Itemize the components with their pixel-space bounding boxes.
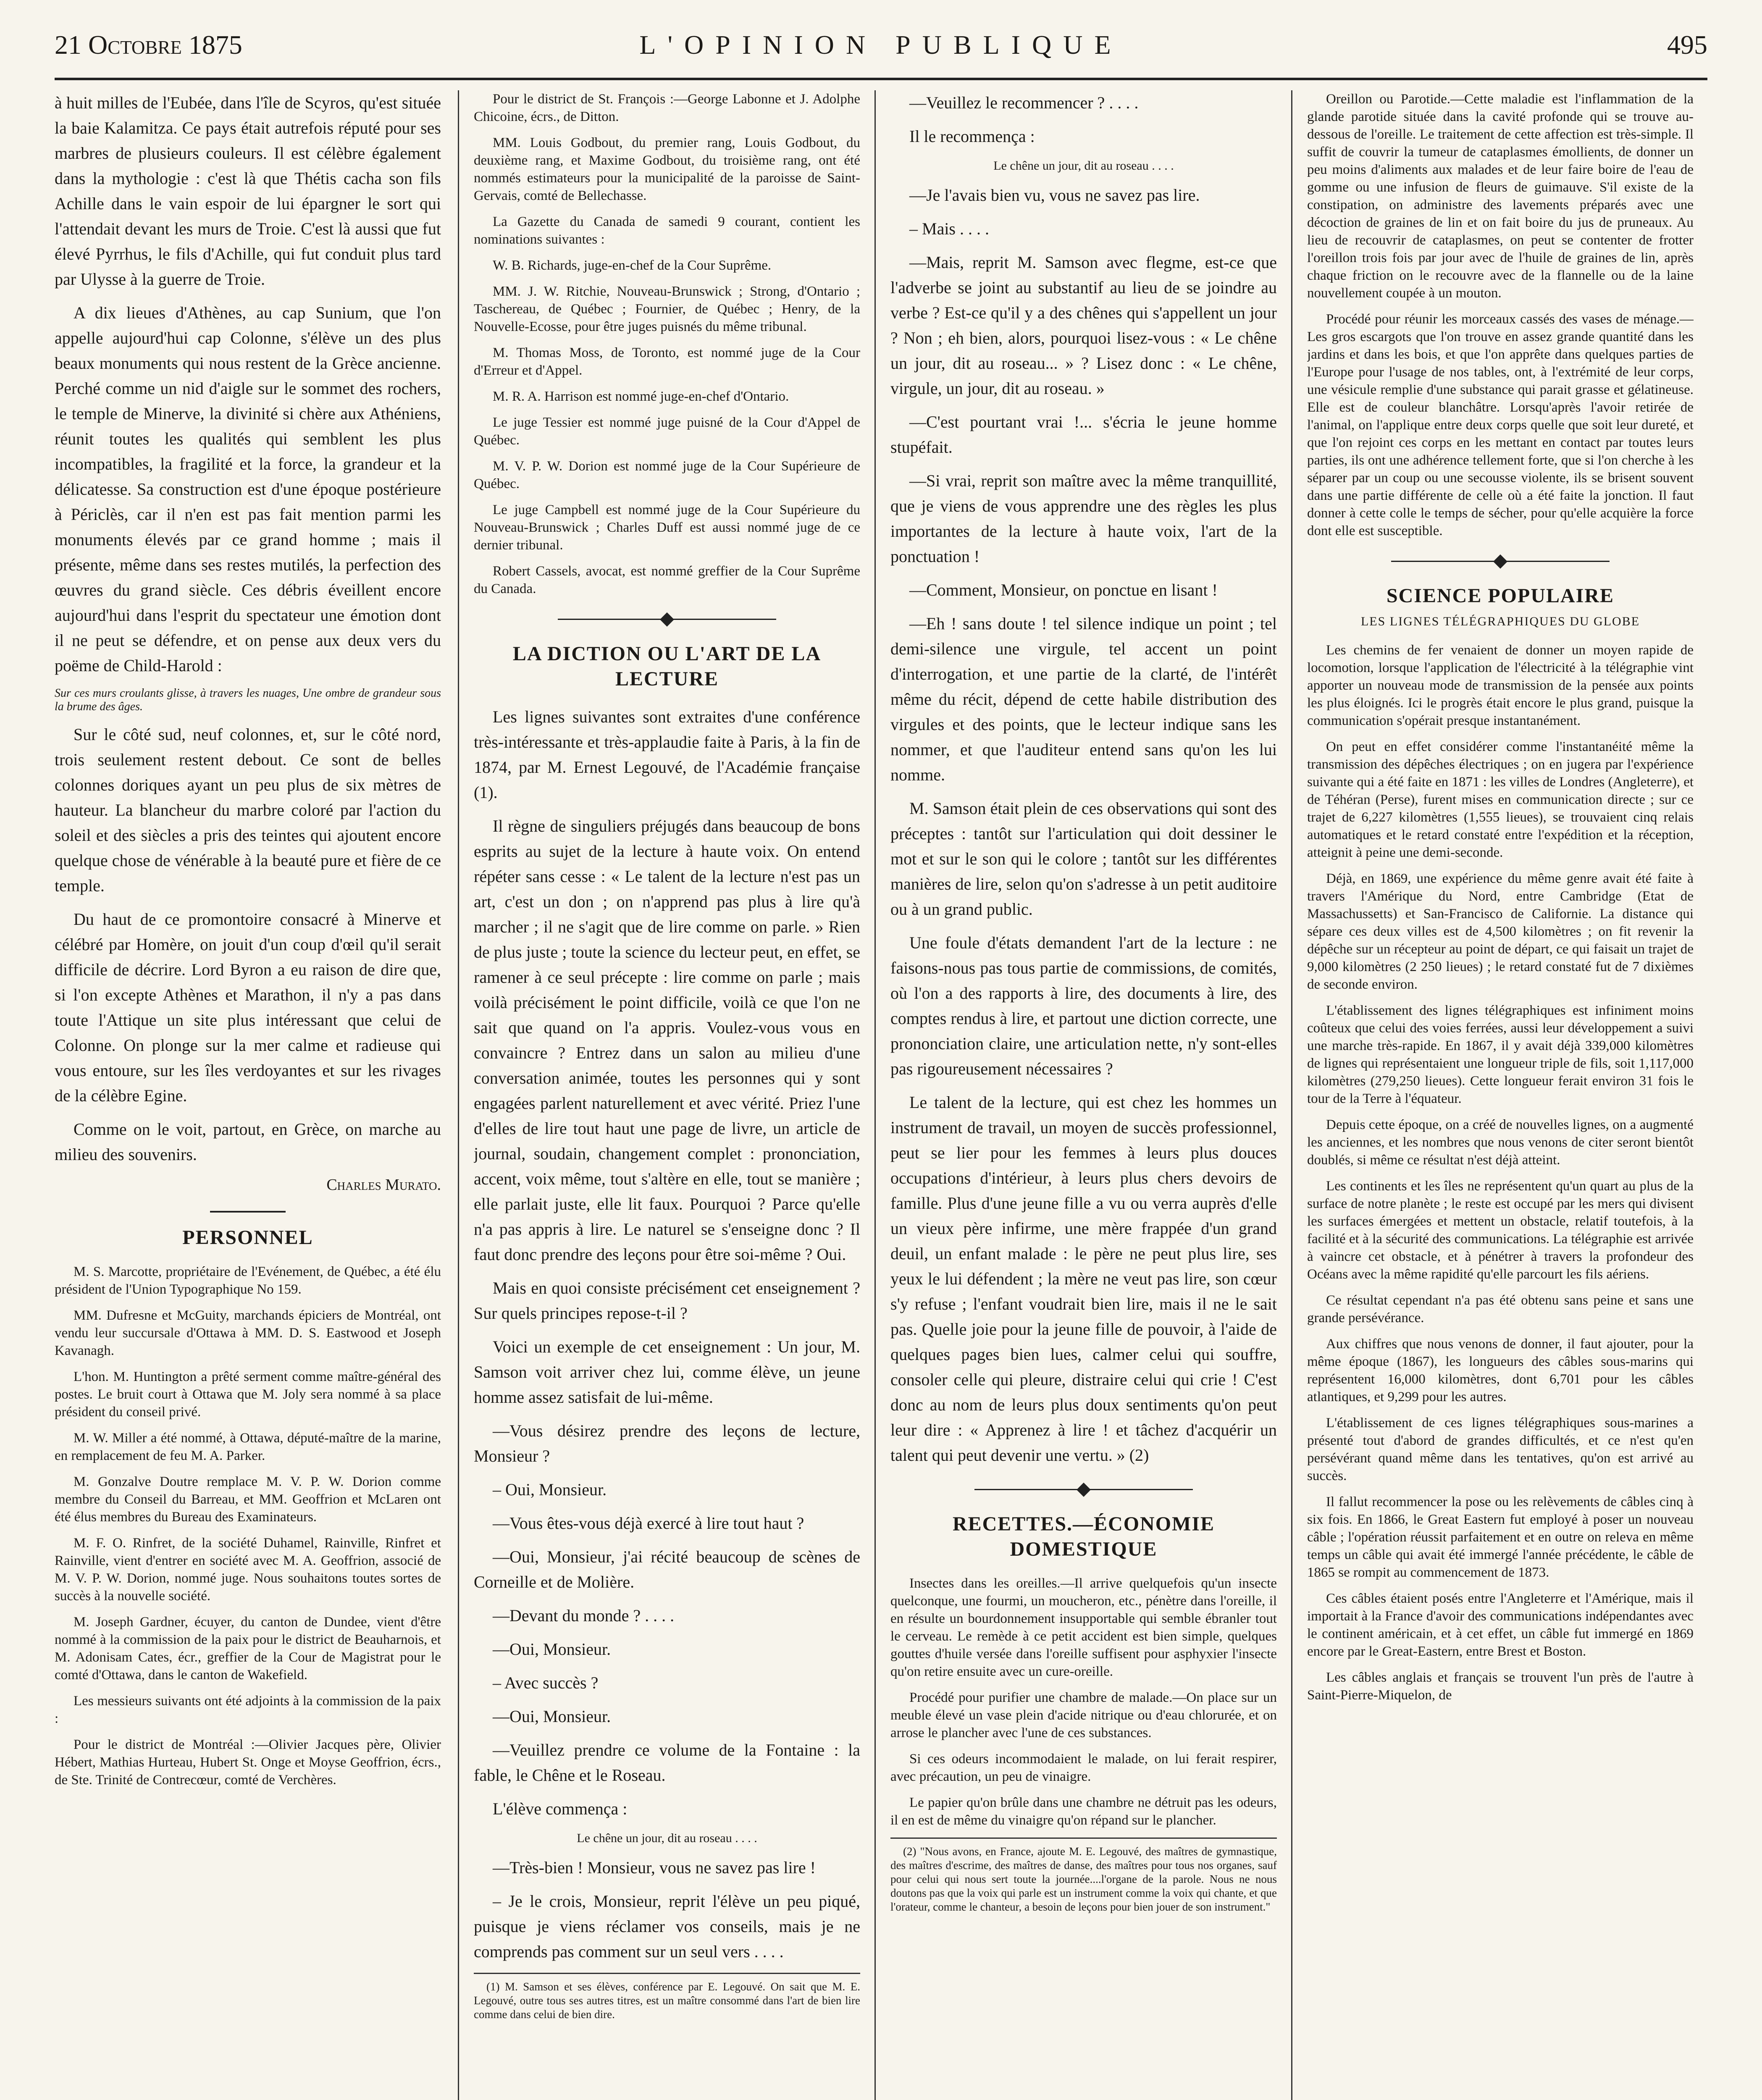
paragraph: Une foule d'états demandent l'art de la lecture : ne faisons-nous pas tous partie de commissions, de comités, où l'on a des rapports à lire, des documents à lire, des comptes rendus à lire, et partout une diction correcte, une prononciation claire, une articulation nette, n'y sont-elles pas rigoureusement nécessaires ?: [890, 933, 1277, 1078]
dialogue-line: —Vous êtes-vous déjà exercé à lire tout haut ?: [493, 1514, 804, 1533]
section-ornament: [974, 1485, 1193, 1495]
ornament-diamond-icon: [1077, 1483, 1091, 1497]
paragraph: La Gazette du Canada de samedi 9 courant, contient les nominations suivantes :: [474, 214, 860, 247]
dialogue-line: —Devant du monde ? . . . .: [493, 1606, 675, 1625]
page-header: [55, 26, 1707, 64]
paragraph: M. V. P. W. Dorion est nommé juge de la Cour Supérieure de Québec.: [474, 459, 860, 491]
paragraph: M. Samson était plein de ces observations qui sont des préceptes : tantôt sur l'articulation qui doit dessiner le mot et sur le son qui le colore ; tantôt sur les différentes manières de lire, selon qu'on s'adresse à un petit auditoire ou à un grand public.: [890, 799, 1277, 919]
dialogue-line: – Avec succès ?: [493, 1673, 599, 1692]
author-signature: Charles Murato.: [326, 1176, 441, 1194]
fable-quote: Le chêne un jour, dit au roseau . . . .: [577, 1831, 757, 1845]
dialogue-line: —Je l'avais bien vu, vous ne savez pas lire.: [909, 186, 1200, 205]
section-subtitle: LES LIGNES TÉLÉGRAPHIQUES DU GLOBE: [1360, 614, 1640, 628]
paragraph: Les continents et les îles ne représentent qu'un quart au plus de la surface de notre planète ; le reste est occupé par les mers qui divisent les surfaces émergées et mettent un obstacle, relatif toutefois, à la facilité et à la sécurité des communications. La télégraphie est arrivée à vaincre cet obstacle, et à pénétrer à travers la profondeur des Océans avec la même rapidité qu'elle parcourt les fils aériens.: [1307, 1179, 1694, 1282]
paragraph: à huit milles de l'Eubée, dans l'île de Scyros, qu'est située la baie Kalamitza. Ce pays était autrefois réputé pour ses marbres de plusieurs couleurs. Il est célèbre également dans la mythologie : c'est là que Thétis cacha son fils Achille dans le vain espoir de lui épargner le sort qui l'attendait devant les murs de Troie. C'est là aussi que fut élevé Pyrrhus, le fils d'Achille, qui fut conduit plus tard par Ulysse à la guerre de Troie.: [55, 93, 441, 289]
paragraph: Robert Cassels, avocat, est nommé greffier de la Cour Suprême du Canada.: [474, 564, 860, 596]
dialogue-line: —Veuillez prendre ce volume de la Fontaine : la fable, le Chêne et le Roseau.: [474, 1740, 860, 1785]
paragraph: Mais en quoi consiste précisément cet enseignement ? Sur quels principes repose-t-il ?: [474, 1278, 860, 1323]
dialogue-line: – Oui, Monsieur.: [493, 1480, 607, 1499]
diction-article: [474, 704, 860, 1822]
paragraph: Procédé pour purifier une chambre de malade.—On place sur un meuble élevé un vase plein d'acide nitrique ou d'eau chlorurée, et on arrose le plancher avec l'une de ces substances.: [890, 1690, 1277, 1740]
section-title: PERSONNEL: [182, 1226, 313, 1249]
verse-quote: Sur ces murs croulants glisse, à travers les nuages, Une ombre de grandeur sous la brume des âges.: [55, 687, 441, 713]
paragraph: Il le recommença :: [909, 127, 1035, 146]
footnote: (1) M. Samson et ses élèves, conférence par E. Legouvé. On sait que M. E. Legouvé, outre tous ses autres titres, est un maître consommé dans l'art de bien lire comme dans celui de bien dire.: [474, 1980, 860, 2021]
section-ornament: [558, 614, 776, 625]
personnel-article-continued: [474, 90, 860, 598]
footnote: (2) "Nous avons, en France, ajoute M. E. Legouvé, des maîtres de gymnastique, des maîtres d'escrime, des maîtres de danse, des maîtres pour tous nos organes, sauf pour celui qui nous sert toute la journée....l'organe de la parole. Nous ne nous doutons pas que la voix qui parle est un instrument comme la voix qui chante, et que l'orateur, comme le chanteur, a besoin de leçons pour bien jouer de son instrument.": [890, 1845, 1277, 1913]
paragraph: MM. Louis Godbout, du premier rang, Louis Godbout, du deuxième rang, et Maxime Godbout, du troisième rang, ont été nommés estimateurs pour la municipalité de la paroisse de Saint-Gervais, comté de Bellechasse.: [474, 135, 860, 203]
column-rule: [1291, 90, 1292, 2100]
dialogue-line: —Vous désirez prendre des leçons de lecture, Monsieur ?: [474, 1421, 860, 1465]
paragraph: Il fallut recommencer la pose ou les relèvements de câbles cinq à six fois. En 1866, le Great Eastern fut employé à poser un nouveau câble ; l'opération réussit parfaitement et en outre on releva en même temps un câble qui avait été immergé l'année précédente, le câble de 1865 se rompit au commencement de 1873.: [1307, 1494, 1694, 1580]
recettes-article-continued: [1307, 90, 1694, 540]
paragraph: Le papier qu'on brûle dans une chambre ne détruit pas les odeurs, il en est de même du vinaigre qu'on répand sur le plancher.: [890, 1795, 1277, 1828]
newspaper-title: L'OPINION PUBLIQUE: [639, 30, 1123, 60]
paragraph: M. R. A. Harrison est nommé juge-en-chef d'Ontario.: [493, 389, 789, 404]
recettes-article: [890, 1575, 1277, 1829]
divider: [210, 1211, 286, 1213]
diction-article-continued: [890, 90, 1277, 149]
science-article: [1307, 641, 1694, 1704]
paragraph: Pour le district de Montréal :—Olivier Jacques père, Olivier Hébert, Mathias Hurteau, Hubert St. Onge et Moyse Geoffrion, écrs., de Ste. Trinité de Contrecœur, comté de Verchères.: [55, 1737, 441, 1788]
paragraph: W. B. Richards, juge-en-chef de la Cour Suprême.: [493, 258, 772, 273]
paragraph: Pour le district de St. François :—George Labonne et J. Adolphe Chicoine, écrs., de Ditton.: [474, 92, 860, 124]
paragraph: M. Thomas Moss, de Toronto, est nommé juge de la Cour d'Erreur et d'Appel.: [474, 345, 860, 378]
section-title: RECETTES.—ÉCONOMIE DOMESTIQUE: [952, 1513, 1215, 1560]
paragraph: Depuis cette époque, on a créé de nouvelles lignes, on a augmenté les anciennes, et les nombres que nous venons de citer seront bientôt doublés, si même ce résultat n'est déjà atteint.: [1307, 1117, 1694, 1168]
dialogue-line: – Mais . . . .: [909, 219, 989, 238]
greece-article: [55, 90, 441, 678]
dialogue-line: —Comment, Monsieur, on ponctue en lisant !: [909, 580, 1218, 599]
paragraph: Il règne de singuliers préjugés dans beaucoup de bons esprits au sujet de la lecture à haute voix. On entend répéter sans cesse : « Le talent de la lecture n'est pas un art, c'est un don ; on n'apprend pas plus à lire qu'à marcher ; il ne s'agit que de lire comme on parle. » Rien de plus juste ; toute la science du lecteur peut, en effet, se ramener à ce seul précepte : lire comme on parle ; mais voilà précisément le point difficile, voilà ce que l'on ne sait que quand on l'a appris. Voulez-vous vous en convaincre ? Entrez dans un salon au milieu d'une conversation animée, toutes les personnes qui y sont engagées parlent naturellement et avec vérité. Priez l'une d'elles de lire tout haut une page de livre, un article de journal, soudain, changement complet : prononciation, accent, voix même, tout s'altère en elle, tout se manière ; elle parlait juste, elle lit faux. Pourquoi ? Parce qu'elle n'a pas appris à lire. Le naturel se s'enseigne donc ? Il faut donc prendre des leçons pour être soi-même ? Oui.: [474, 816, 860, 1264]
dialogue-line: —Très-bien ! Monsieur, vous ne savez pas lire !: [493, 1858, 816, 1877]
section-ornament: [1391, 556, 1610, 567]
paragraph: M. S. Marcotte, propriétaire de l'Evénement, de Québec, a été élu président de l'Union Typographique No 159.: [55, 1264, 441, 1297]
paragraph: Ces câbles étaient posés entre l'Angleterre et l'Amérique, mais il importait à la France d'avoir des communications indépendantes avec le continent américain, et à cet effet, un câble fut immergé en 1869 encore par le Great-Eastern, entre Brest et Boston.: [1307, 1591, 1694, 1659]
paragraph: M. W. Miller a été nommé, à Ottawa, député-maître de la marine, en remplacement de feu M. A. Parker.: [55, 1431, 441, 1463]
paragraph: L'établissement de ces lignes télégraphiques sous-marines a présenté tout d'abord de grandes difficultés, et ce n'est qu'en persévérant quand même dans les tentatives, qu'on est arrivé au succès.: [1307, 1415, 1694, 1483]
paragraph: L'hon. M. Huntington a prêté serment comme maître-général des postes. Le bruit court à Ottawa que M. Joly sera nommé à sa place président du conseil privé.: [55, 1369, 441, 1420]
dialogue-line: —Oui, Monsieur.: [493, 1640, 611, 1659]
paragraph: Les lignes suivantes sont extraites d'une conférence très-intéressante et très-applaudie faite à Paris, à la fin de 1874, par M. Ernest Legouvé, de l'Académie française (1).: [474, 707, 860, 802]
dialogue-line: L'élève commença :: [493, 1799, 628, 1818]
paragraph: Si ces odeurs incommodaient le malade, on lui ferait respirer, avec précaution, un peu de vinaigre.: [890, 1751, 1277, 1784]
recettes-section-heading: [890, 1512, 1277, 1562]
paragraph: Déjà, en 1869, une expérience du même genre avait été faite à travers l'Amérique du Nord, entre Cambridge (Etat de Massachussetts) et San-Francisco de Californie. La distance qui sépare ces deux villes est de 4,500 kilomètres ; on fit revenir la dépêche sur un récepteur au point de départ, ce qui faisait un trajet de 9,000 kilomètres (2 250 lieues) ; le retard constaté fut de 7 dixièmes de seconde environ.: [1307, 871, 1694, 992]
paragraph: M. Gonzalve Doutre remplace M. V. P. W. Dorion comme membre du Conseil du Barreau, et MM. Geoffrion et McLaren ont été élus membres du Bureau des Examinateurs.: [55, 1474, 441, 1525]
column-rule: [874, 90, 876, 2100]
paragraph: Comme on le voit, partout, en Grèce, on marche au milieu des souvenirs.: [55, 1120, 441, 1164]
paragraph: Le juge Campbell est nommé juge de la Cour Supérieure du Nouveau-Brunswick ; Charles Duff est aussi nommé juge de ce dernier tribunal.: [474, 502, 860, 553]
dialogue-line: —Veuillez le recommencer ? . . . .: [909, 93, 1139, 112]
column-rule: [458, 90, 459, 2100]
issue-date: 21 Octobre 1875: [55, 30, 242, 60]
diction-section-heading: [474, 641, 860, 692]
column-4: [1307, 90, 1694, 2100]
dialogue-line: —Oui, Monsieur.: [493, 1707, 611, 1726]
paragraph: Le juge Tessier est nommé juge puisné de la Cour d'Appel de Québec.: [474, 415, 860, 448]
ornament-diamond-icon: [1493, 554, 1507, 569]
paragraph: Insectes dans les oreilles.—Il arrive quelquefois qu'un insecte quelconque, une fourmi, un moucheron, etc., pénètre dans l'oreille, il en résulte un bourdonnement insupportable qui semble ébranler tout le cerveau. Le remède à ce petit accident est bien simple, quelques gouttes d'huile versée dans l'oreille suffisent pour asphyxier l'insecte qu'on retire ensuite avec un cure-oreille.: [890, 1576, 1277, 1679]
dialogue-line: —Mais, reprit M. Samson avec flegme, est-ce que l'adverbe se joint au substantif au lieu de se joindre au verbe ? Est-ce qu'il y a des chênes qui s'appellent un jour ? Non ; eh bien, alors, pourquoi lisez-vous : « Le chêne un jour, dit au roseau... » ? Lisez donc : « Le chêne, virgule, un jour, dit au roseau. »: [890, 253, 1277, 398]
diction-article-continued: [890, 183, 1277, 1468]
paragraph: Du haut de ce promontoire consacré à Minerve et célébré par Homère, on jouit d'un coup d'œil qu'il serait difficile de décrire. Lord Byron a eu raison de dire que, si l'on excepte Athènes et Marathon, il n'y a pas dans toute l'Attique un site plus intéressant que celui de Colonne. On plonge sur la mer calme et radieuse qui vous entoure, sur les îles verdoyantes et sur les rivages de la célèbre Egine.: [55, 910, 441, 1105]
dialogue-line: —Si vrai, reprit son maître avec la même tranquillité, que je viens de vous apprendre une des règles les plus importantes de la lecture à haute voix, l'art de la ponctuation !: [890, 471, 1277, 566]
paragraph: MM. J. W. Ritchie, Nouveau-Brunswick ; Strong, d'Ontario ; Taschereau, de Québec ; Fournier, de Québec ; Henry, de la Nouvelle-Ecosse, pour être juges puisnés du même tribunal.: [474, 284, 860, 334]
paragraph: M. Joseph Gardner, écuyer, du canton de Dundee, vient d'être nommé à la commission de la paix pour le district de Beauharnois, et M. Adonisam Cates, écr., greffier de la Cour de Magistrat pour le comté d'Ottawa, dans le canton de Wakefield.: [55, 1614, 441, 1683]
paragraph: M. F. O. Rinfret, de la société Duhamel, Rainville, Rinfret et Rainville, vient d'entrer en société avec M. A. Geoffrion, associé de M. V. P. W. Dorion, nommé juge. Nous souhaitons toutes sortes de succès à la nouvelle société.: [55, 1536, 441, 1604]
greece-article-continued: [55, 722, 441, 1167]
section-title: LA DICTION OU L'ART DE LA LECTURE: [512, 643, 822, 690]
dialogue-line: —Eh ! sans doute ! tel silence indique un point ; tel demi-silence une virgule, tel accent un point d'interrogation, et une partie de la clarté, de l'intérêt même du récit, dépend de cette habile distribution des virgules et des points, que le lecteur indique sans les nommer, et que l'auditeur entend sans qu'on les lui nomme.: [890, 614, 1277, 784]
dialogue-line: – Je le crois, Monsieur, reprit l'élève un peu piqué, puisque je viens réclamer vos conseils, mais je ne comprends pas comment sur un seul vers . . . .: [474, 1892, 860, 1961]
column-3: [890, 90, 1277, 2100]
paragraph: Voici un exemple de cet enseignement : Un jour, M. Samson voit arriver chez lui, comme élève, un jeune homme assez satisfait de lui-même.: [474, 1337, 860, 1407]
paragraph: Procédé pour réunir les morceaux cassés des vases de ménage.—Les gros escargots que l'on trouve en assez grande quantité dans les jardins et dans les bois, et que l'on apprête dans quelques parties de l'Europe pour l'usage de nos tables, ont, à l'extrémité de leur corps, une vésicule remplie d'une substance qui parait grasse et gélatineuse. Elle est de couleur blanchâtre. Lorsqu'après l'avoir retirée de l'animal, on l'applique entre deux corps quelle que soit leur dureté, et que l'on rejoint ces corps en les mettant en contact par toutes leurs parties, ils ont une adhérence tellement forte, que si l'on cherche à les séparer par un coup ou une secousse violente, ils se brisent souvent dans une partie différente de celle où a été faite la jonction. Il faut donner à cette colle le temps de sécher, pour qu'elle acquière la force dont elle est susceptible.: [1307, 312, 1694, 538]
science-section-heading: [1307, 583, 1694, 629]
paragraph: On peut en effet considérer comme l'instantanéité même la transmission des dépêches électriques ; on en jugera par l'expérience suivante qui a été faite en 1871 : les villes de Londres (Angleterre), et de Téhéran (Perse), furent mises en communication directe ; sur ce trajet de 6,227 kilomètres (1,555 lieues), se trouvaient cinq relais automatiques et le retard constaté entre l'expédition et la réception, atteignit à peine une demi-seconde.: [1307, 739, 1694, 860]
paragraph: Les messieurs suivants ont été adjoints à la commission de la paix :: [55, 1693, 441, 1726]
ornament-diamond-icon: [660, 612, 674, 627]
personnel-article: [55, 1263, 441, 1789]
page-number: 495: [1667, 30, 1707, 60]
paragraph: L'établissement des lignes télégraphiques est infiniment moins coûteux que celui des voies ferrées, aussi leur développement a suivi une marche très-rapide. En 1867, il y avait déjà 339,000 kilomètres de lignes qui représentaient une longueur triple de fils, soit 1,117,000 kilomètres (279,250 lieues). Cette longueur ferait environ 31 fois le tour de la Terre à l'équateur.: [1307, 1003, 1694, 1106]
column-2: [474, 90, 860, 2100]
fable-quote: Le chêne un jour, dit au roseau . . . .: [993, 159, 1174, 173]
paragraph: Le talent de la lecture, qui est chez les hommes un instrument de travail, un moyen de succès professionnel, peut se lier pour les femmes à leurs plus douces occupations d'intérieur, à leurs plus chers devoirs de famille. Plus d'une jeune fille a vu ou verra auprès d'elle un vieux père infirme, une mère frappée d'un grand deuil, un enfant malade : le père ne peut plus lire, ses yeux le lui défendent ; la mère ne veut pas lire, son cœur s'y refuse ; l'enfant voudrait bien lire, mais il ne le sait pas. Quelle joie pour la jeune fille de pouvoir, à l'aide de quelques pages bien lues, calmer celui qui souffre, consoler celle qui pleure, distraire celui qui crie ! C'est donc au nom de leurs plus doux sentiments qu'on peut leur dire : « Apprenez à lire ! et tâchez d'acquérir un talent qui peut devenir une vertu. » (2): [890, 1093, 1277, 1465]
paragraph: Oreillon ou Parotide.—Cette maladie est l'inflammation de la glande parotide située dans la cavité profonde qui se trouve au-dessous de l'oreille. Le traitement de cette affection est très-simple. Il suffit de couvrir la tumeur de cataplasmes émollients, de donner un peu moins d'aliments aux malades et de leur faire boire de l'eau de gomme ou une infusion de fleurs de guimauve. S'il existe de la constipation, on administre des lavements préparés avec une décoction de graines de lin et on fait boire du jus de pruneaux. Au lieu de recouvrir de cataplasmes, on peut se contenter de frotter l'oreillon trois fois par jour avec de l'huile de graines de lin, après chaque friction on le recouvre avec de la flannelle ou de la laine nouvellement coupée à un mouton.: [1307, 92, 1694, 301]
paragraph: Aux chiffres que nous venons de donner, il faut ajouter, pour la même époque (1867), les longueurs des câbles sous-marins qui représentent 16,000 kilomètres, dont 6,701 pour les câbles atlantiques, et 9,299 pour les autres.: [1307, 1336, 1694, 1404]
dialogue-line: —C'est pourtant vrai !... s'écria le jeune homme stupéfait.: [890, 412, 1277, 457]
diction-article-continued: [474, 1855, 860, 1964]
footnotes: [474, 1973, 860, 2021]
paragraph: Ce résultat cependant n'a pas été obtenu sans peine et sans une grande persévérance.: [1307, 1293, 1694, 1326]
dialogue-line: —Oui, Monsieur, j'ai récité beaucoup de scènes de Corneille et de Molière.: [474, 1547, 860, 1591]
column-1: [55, 90, 441, 2100]
section-title: SCIENCE POPULAIRE: [1386, 585, 1615, 607]
personnel-section-heading: [55, 1211, 441, 1250]
paragraph: Sur le côté sud, neuf colonnes, et, sur le côté nord, trois seulement restent debout. Ce sont de belles colonnes doriques ayant un peu plus de six mètres de hauteur. La blancheur du marbre coloré par l'action du soleil et des siècles a pris des teintes qui ajoutent encore quelque chose de vénérable à la beauté pure et fière de ce temple.: [55, 725, 441, 895]
footnotes: [890, 1838, 1277, 1914]
paragraph: A dix lieues d'Athènes, au cap Sunium, que l'on appelle aujourd'hui cap Colonne, s'élève un des plus beaux monuments qui nous restent de la Grèce ancienne. Perché comme un nid d'aigle sur le sommet des rochers, le temple de Minerve, la divinité si chère aux Athéniens, réunit toutes les qualités qui semblent les plus incompatibles, la fragilité et la force, la grandeur et la délicatesse. Sa construction est d'une époque postérieure à Périclès, car il n'en est pas fait mention parmi les monuments élevés par ce grand homme ; mais il présente, même dans ses restes mutilés, la perfection des œuvres du grand siècle. Ces débris éveillent encore aujourd'hui dans l'esprit du spectateur une émotion dont il ne peut se défendre, et on pense aux deux vers du poëme de Child-Harold :: [55, 303, 441, 675]
paragraph: Les chemins de fer venaient de donner un moyen rapide de locomotion, lorsque l'application de l'électricité à la télégraphie vint apporter un nouveau mode de transmission de la pensée aux points les plus éloignés. Ici le progrès était encore le plus grand, puisque la communication s'opérait presque instantanément.: [1307, 643, 1694, 728]
paragraph: Les câbles anglais et français se trouvent l'un près de l'autre à Saint-Pierre-Miquelon, de: [1307, 1670, 1694, 1703]
paragraph: MM. Dufresne et McGuity, marchands épiciers de Montréal, ont vendu leur succursale d'Ottawa à MM. D. S. Eastwood et Joseph Kavanagh.: [55, 1308, 441, 1358]
header-rule: [55, 78, 1707, 80]
